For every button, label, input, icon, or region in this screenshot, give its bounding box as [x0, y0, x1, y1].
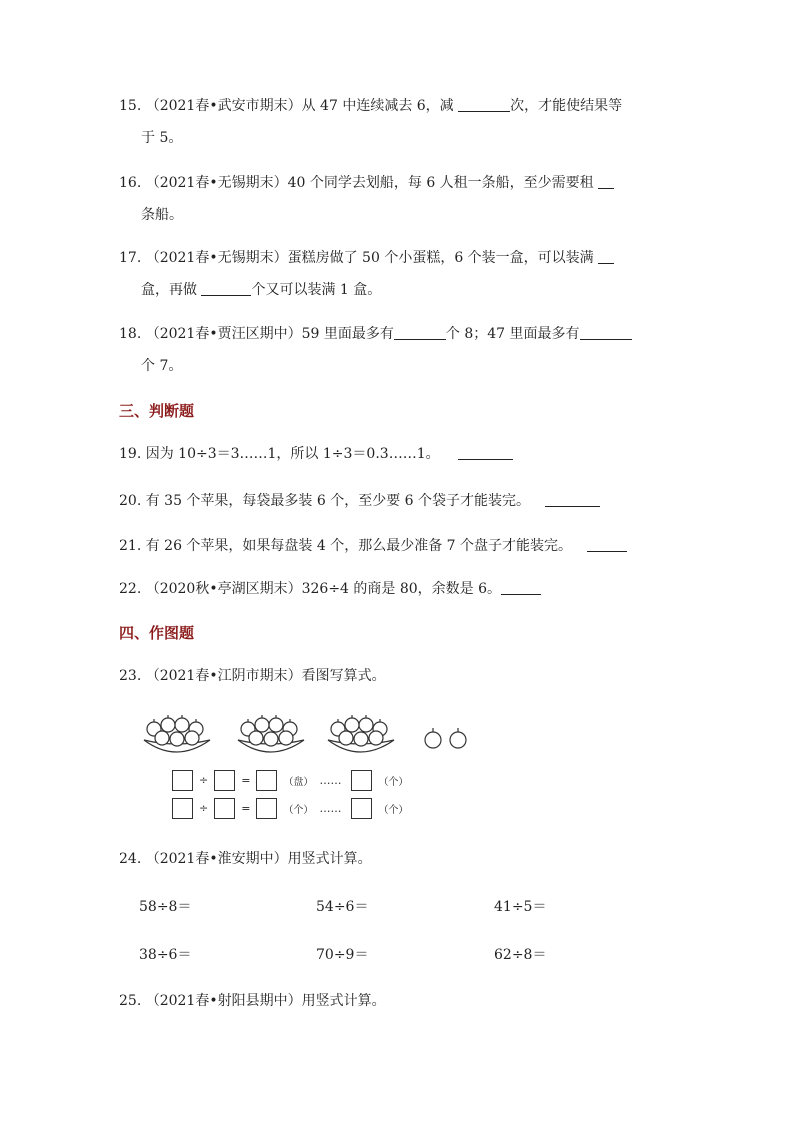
question-20-text: 20. 有 35 个苹果，每袋最多装 6 个，至少要 6 个袋子才能装完。	[119, 493, 531, 509]
calc-item: 58÷8＝	[139, 899, 192, 915]
calc-item: 41÷5＝	[494, 899, 547, 915]
answer-blank[interactable]	[587, 537, 627, 552]
remainder-dots: ……	[319, 774, 342, 787]
question-19	[119, 438, 679, 470]
loose-apples	[425, 728, 466, 748]
calc-item: 62÷8＝	[494, 947, 547, 963]
question-18-text-b: 个 8；47 里面最多有	[445, 326, 580, 342]
answer-box[interactable]	[256, 770, 277, 791]
answer-box[interactable]	[351, 798, 372, 819]
equation-row-1	[172, 770, 408, 791]
answer-box[interactable]	[214, 798, 235, 819]
question-19-text: 19. 因为 10÷3＝3……1，所以 1÷3＝0.3……1。	[119, 446, 440, 462]
unit-label: （盘）	[283, 777, 314, 788]
plate-1	[144, 715, 210, 752]
answer-blank[interactable]	[501, 580, 541, 595]
plate-2	[238, 715, 304, 752]
question-18	[119, 318, 679, 382]
unit-label: （个）	[378, 777, 409, 788]
question-17-line2a: 盒，再做	[141, 282, 202, 298]
question-23: 23. （2021春•江阴市期末）看图写算式。	[119, 668, 386, 684]
question-16	[119, 167, 679, 231]
question-15	[119, 90, 679, 154]
answer-blank[interactable]	[394, 325, 446, 340]
question-17-text: 17. （2021春•无锡期末）蛋糕房做了 50 个小蛋糕，6 个装一盒，可以装满	[119, 250, 599, 266]
answer-box[interactable]	[172, 770, 193, 791]
divide-sign: ÷	[199, 802, 209, 815]
answer-blank[interactable]	[545, 492, 600, 507]
question-16-line2: 条船。	[141, 207, 183, 223]
question-18-line2: 个 7。	[141, 358, 183, 374]
question-22-text: 22. （2020秋•亭湖区期末）326÷4 的商是 80，余数是 6。	[119, 581, 502, 597]
question-15-text-after: 次，才能使结果等	[510, 98, 623, 114]
answer-blank[interactable]	[580, 325, 632, 340]
calc-item: 70÷9＝	[316, 947, 369, 963]
answer-blank[interactable]	[458, 445, 513, 460]
question-18-text-a: 18. （2021春•贾汪区期中）59 里面最多有	[119, 326, 394, 342]
equals-sign: =	[241, 802, 251, 815]
question-15-text: 15. （2021春•武安市期末）从 47 中连续减去 6，减	[119, 98, 459, 114]
calc-item: 54÷6＝	[316, 899, 369, 915]
remainder-dots: ……	[319, 802, 342, 815]
question-16-text: 16. （2021春•无锡期末）40 个同学去划船，每 6 人租一条船，至少需要租	[119, 175, 599, 191]
apple-plates-illustration	[140, 712, 480, 772]
equals-sign: =	[241, 774, 251, 787]
divide-sign: ÷	[199, 774, 209, 787]
question-20	[119, 485, 679, 517]
answer-blank[interactable]	[598, 249, 614, 264]
section-title-judgement: 三、判断题	[119, 402, 195, 420]
section-title-drawing: 四、作图题	[119, 624, 195, 642]
unit-label: （个）	[283, 805, 314, 816]
question-21-text: 21. 有 26 个苹果，如果每盘装 4 个，那么最少准备 7 个盘子才能装完。	[119, 538, 573, 554]
question-17-line2b: 个又可以装满 1 盒。	[251, 282, 382, 298]
answer-blank[interactable]	[598, 174, 614, 189]
answer-box[interactable]	[214, 770, 235, 791]
answer-blank[interactable]	[201, 281, 251, 296]
question-17	[119, 242, 679, 306]
answer-blank[interactable]	[458, 97, 510, 112]
answer-box[interactable]	[256, 798, 277, 819]
answer-box[interactable]	[172, 798, 193, 819]
question-21	[119, 530, 679, 562]
apples-figure	[140, 712, 480, 827]
question-25: 25. （2021春•射阳县期中）用竖式计算。	[119, 993, 386, 1009]
question-15-line2: 于 5。	[141, 130, 183, 146]
plate-3	[328, 715, 394, 752]
question-24: 24. （2021春•淮安期中）用竖式计算。	[119, 851, 372, 867]
equation-row-2	[172, 798, 408, 819]
answer-box[interactable]	[351, 770, 372, 791]
unit-label: （个）	[378, 805, 409, 816]
question-22	[119, 573, 679, 605]
calc-item: 38÷6＝	[139, 947, 192, 963]
